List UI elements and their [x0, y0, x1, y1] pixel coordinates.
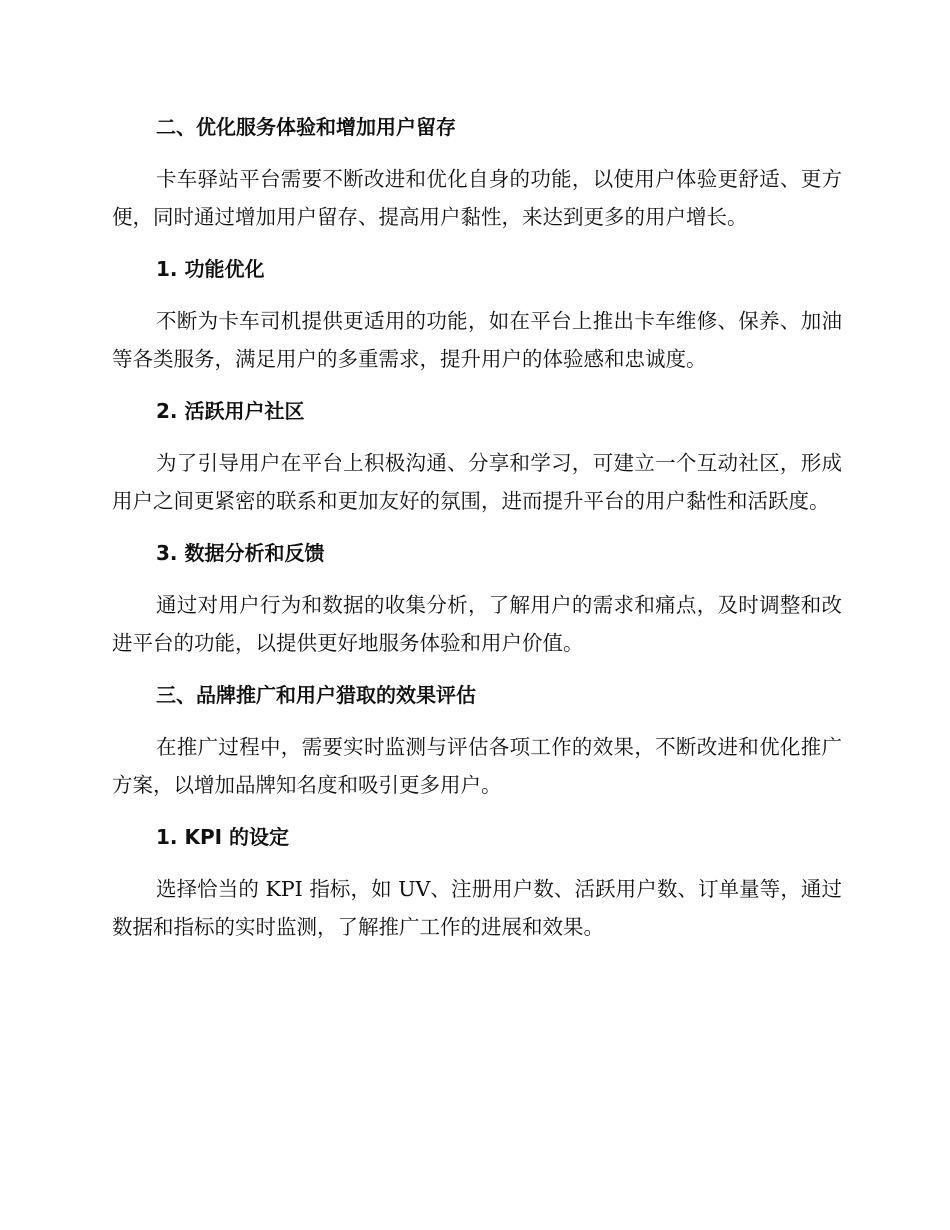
paragraph-optimize-service: 卡车驿站平台需要不断改进和优化自身的功能，以使用户体验更舒适、更方便，同时通过增加用户留存、提高用户黏性，来达到更多的用户增长。 — [112, 167, 842, 229]
paragraph-brand-evaluation: 在推广过程中，需要实时监测与评估各项工作的效果，不断改进和优化推广方案，以增加品牌知名度和吸引更多用户。 — [112, 735, 842, 797]
subheading-feature-optimization: 1. 功能优化 — [156, 257, 265, 281]
subheading-kpi-setting: 1. KPI 的设定 — [156, 825, 290, 849]
section-heading-optimize-service: 二、优化服务体验和增加用户留存 — [156, 115, 456, 139]
subheading-active-community: 2. 活跃用户社区 — [156, 399, 305, 423]
paragraph-data-analysis: 通过对用户行为和数据的收集分析，了解用户的需求和痛点，及时调整和改进平台的功能，以提供更好地服务体验和用户价值。 — [112, 593, 842, 655]
paragraph-feature-optimization: 不断为卡车司机提供更适用的功能，如在平台上推出卡车维修、保养、加油等各类服务，满足用户的多重需求，提升用户的体验感和忠诚度。 — [112, 309, 842, 371]
document-page — [112, 108, 842, 946]
subheading-data-analysis: 3. 数据分析和反馈 — [156, 541, 325, 565]
paragraph-kpi-setting: 选择恰当的 KPI 指标，如 UV、注册用户数、活跃用户数、订单量等，通过数据和指标的实时监测，了解推广工作的进展和效果。 — [112, 877, 842, 939]
section-heading-brand-evaluation: 三、品牌推广和用户猎取的效果评估 — [156, 683, 476, 707]
paragraph-active-community: 为了引导用户在平台上积极沟通、分享和学习，可建立一个互动社区，形成用户之间更紧密的联系和更加友好的氛围，进而提升平台的用户黏性和活跃度。 — [112, 451, 842, 513]
